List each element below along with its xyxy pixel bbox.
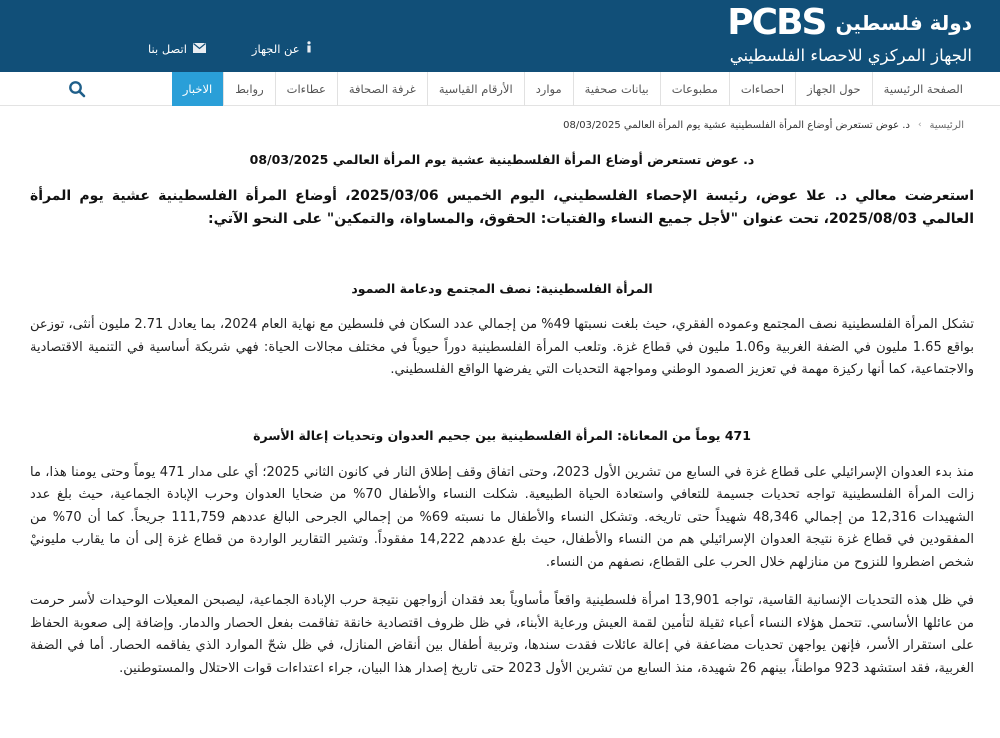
nav-item-news[interactable]: الاخبار — [172, 72, 223, 106]
search-icon[interactable] — [68, 80, 86, 98]
logo-country: دولة فلسطين — [835, 11, 972, 35]
article-intro: استعرضت معالي د. علا عوض، رئيسة الإحصاء الفلسطيني، اليوم الخميس 2025/03/06، أوضاع المرأة الفلسطينية عشية يوم المرأة العالمي 2025/08/03، تحت عنوان "لأجل جميع النساء والفتيات: الحقوق، والمساواة، والتمكين" على النحو الآتي: — [30, 188, 974, 227]
nav-item-about[interactable]: حول الجهاز — [795, 72, 872, 106]
info-icon — [306, 41, 312, 56]
breadcrumb — [0, 106, 1000, 144]
nav-item-statistics[interactable]: احصاءات — [729, 72, 795, 106]
main-nav — [0, 72, 1000, 106]
section-heading-2: 471 يوماً من المعاناة: المرأة الفلسطينية بين جحيم العدوان وتحديات إعالة الأسرة — [253, 427, 751, 443]
nav-item-resources[interactable]: موارد — [524, 72, 573, 106]
nav-item-press-releases[interactable]: بيانات صحفية — [573, 72, 660, 106]
contact-link[interactable] — [148, 41, 206, 56]
nav-item-tenders[interactable]: عطاءات — [275, 72, 337, 106]
nav-item-press-room[interactable]: غرفة الصحافة — [337, 72, 427, 106]
pcbs-logo: PCBS — [727, 2, 826, 43]
section-2-paragraph-1: منذ بدء العدوان الإسرائيلي على قطاع غزة في السابع من تشرين الأول 2023، وحتى اتفاق وقف إطلاق النار في كانون الثاني 2025؛ أي على مدار 471 يوماً وحتى يومنا هذا، ما زالت المرأة الفلسطينية تواجه تحديات جسيمة للتعافي واستعادة الحياة الطبيعية. شكلت النساء والأطفال 70% من ضحايا العدوان وحرب الإبادة الجماعية، حيث بلغ عدد الشهيدات 12,316 من إجمالي 48,346 شهيداً حتى تاريخه. وتشكل النساء والأطفال ما نسبته 69% من إجمالي الجرحى البالغ عددهم 111,759 جريحاً. كما أن 70% من المفقودين في قطاع غزة نتيجة العدوان الإسرائيلي هم من النساء والأطفال، حيث بلغ عددهم 14,222 مفقوداً. وتشير التقارير الواردة من قطاع غزة إلى أن ما يقارب مليونيْ شخص اضطروا للنزوح من منازلهم خلال الحرب على القطاع، نصفهم من النساء. — [30, 464, 974, 570]
top-links — [148, 41, 312, 56]
breadcrumb-home[interactable]: الرئيسية — [929, 119, 964, 131]
logo-bureau-name: الجهاز المركزي للاحصاء الفلسطيني — [729, 46, 972, 65]
site-header — [0, 0, 1000, 72]
section-2-paragraph-2: في ظل هذه التحديات الإنسانية القاسية، تواجه 13,901 امرأة فلسطينية واقعاً مأساوياً بعد فقدان أزواجهن نتيجة حرب الإبادة الجماعية، ليصبحن المعيلات الوحيدات لأسر حرمت من عائلها الأساسي. تتحمل هؤلاء النساء أعباء ثقيلة لتأمين لقمة العيش ورعاية الأبناء، في ظل ظروف اقتصادية خانقة تفاقمت بفعل الحصار والدمار. وإضافة إلى صعوبة الحفاظ على استقرار الأسر، فإنهن يواجهن تحديات مضاعفة في إعالة عائلات فقدت سندها، وتربية أطفال بين أنقاض المنازل، في ظل شحّ الموارد الذي يفاقمه الحصار. أما في الضفة الغربية، فقد استشهد 923 مواطناً، بينهم 26 شهيدة، منذ السابع من تشرين الأول 2023 حتى تاريخ إصدار هذا البيان، جراء اعتداءات قوات الاحتلال والمستوطنين. — [30, 593, 974, 676]
logo-block[interactable] — [727, 4, 972, 65]
breadcrumb-current: د. عوض تستعرض أوضاع المرأة الفلسطينية عشية يوم المرأة العالمي 08/03/2025 — [563, 119, 910, 131]
about-label: عن الجهاز — [251, 41, 300, 56]
nav-item-publications[interactable]: مطبوعات — [660, 72, 729, 106]
about-link[interactable] — [252, 41, 312, 56]
article — [0, 152, 1000, 680]
nav-item-indices[interactable]: الأرقام القياسية — [427, 72, 524, 106]
section-1-paragraph: تشكل المرأة الفلسطينية نصف المجتمع وعموده الفقري، حيث بلغت نسبتها 49% من إجمالي عدد السكان في فلسطين مع نهاية العام 2024، بما يعادل 2.71 مليون أنثى، توزعن بواقع 1.65 مليون في الضفة الغربية و1.06 مليون في قطاع غزة. وتلعب المرأة الفلسطينية دوراً حيوياً في مختلف مجالات الحياة: فهي شريكة أساسية في التنمية الاقتصادية والاجتماعية، كما أنها ركيزة مهمة في تعزيز الصمود الوطني ومواجهة التحديات التي يفرضها الواقع الفلسطيني. — [30, 317, 974, 377]
nav-item-home[interactable]: الصفحة الرئيسية — [872, 72, 974, 106]
contact-label: اتصل بنا — [148, 41, 187, 56]
envelope-icon — [193, 42, 206, 56]
section-heading-1: المرأة الفلسطينية: نصف المجتمع ودعامة الصمود — [351, 281, 653, 296]
breadcrumb-separator-icon: › — [917, 120, 922, 130]
article-title: د. عوض تستعرض أوضاع المرأة الفلسطينية عشية يوم المرأة العالمي 08/03/2025 — [249, 152, 755, 167]
nav-item-links[interactable]: روابط — [223, 72, 274, 106]
